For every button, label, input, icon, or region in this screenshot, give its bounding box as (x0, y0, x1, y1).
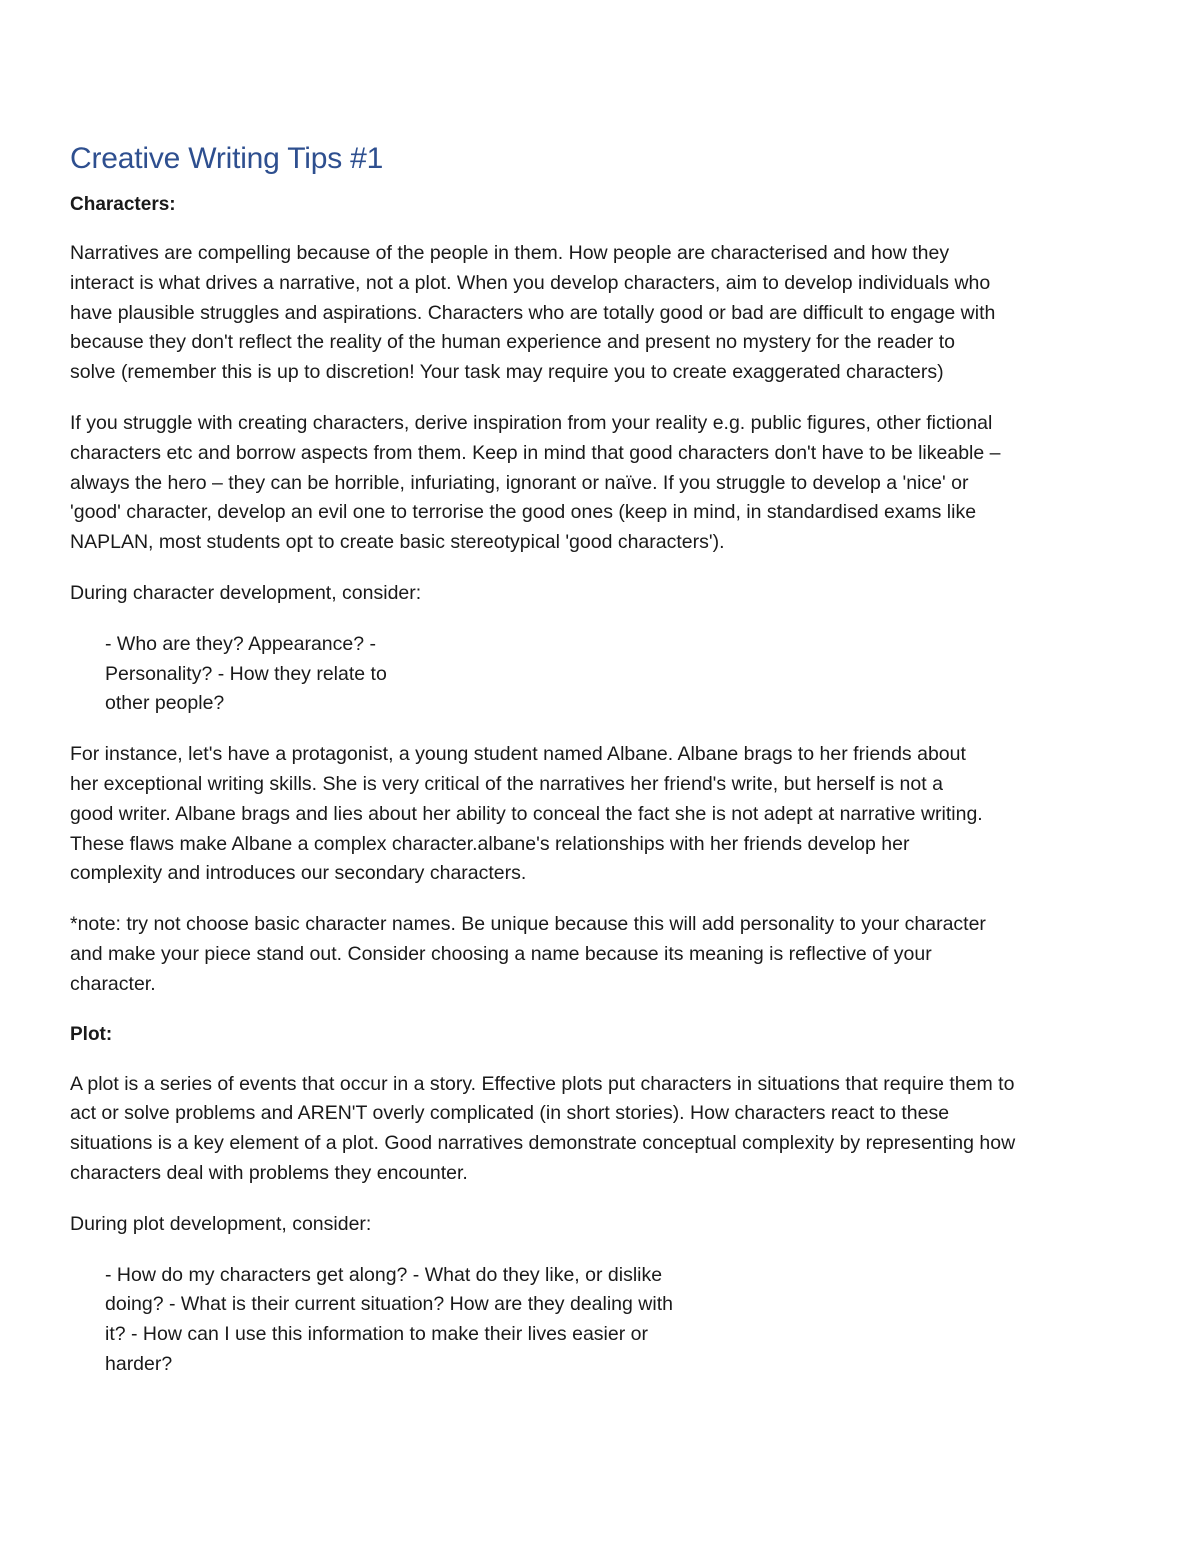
document-page (70, 138, 1130, 1380)
plot-consider-list: - How do my characters get along? - What do they like, or dislike doing? - What is their current situation? How are they dealing with it? - How can I use this information to make their lives easier or harder? (105, 1263, 673, 1375)
plot-consider-intro: During plot development, consider: (70, 1212, 372, 1235)
characters-paragraph-1: Narratives are compelling because of the people in them. How people are characterised and how they interact is what drives a narrative, not a plot. When you develop characters, aim to develop individuals who have plausible struggles and aspirations. Characters who are totally good or bad are difficult to engage with because they don't reflect the reality of the human experience and present no mystery for the reader to solve (remember this is up to discretion! Your task may require you to create exaggerated characters) (70, 242, 996, 384)
characters-consider-list: - Who are they? Appearance? - Personality? - How they relate to other people? (105, 632, 387, 715)
document-title: Creative Writing Tips #1 (70, 142, 384, 175)
characters-note: *note: try not choose basic character names. Be unique because this will add personality to your character and make your piece stand out. Consider choosing a name because its meaning is reflective of your character. (70, 913, 986, 995)
characters-heading: Characters: (70, 194, 176, 215)
plot-paragraph-1: A plot is a series of events that occur in a story. Effective plots put characters in situations that require them to act or solve problems and AREN'T overly complicated (in short stories). How characters react to these situations is a key element of a plot. Good narratives demonstrate conceptual complexity by representing how characters deal with problems they encounter. (70, 1072, 1016, 1184)
characters-paragraph-2: If you struggle with creating characters, derive inspiration from your reality e.g. public figures, other fictional characters etc and borrow aspects from them. Keep in mind that good characters don't have to be likeable – always the hero – they can be horrible, infuriating, ignorant or naïve. If you struggle to develop a 'nice' or 'good' character, develop an evil one to terrorise the good ones (keep in mind, in standardised exams like NAPLAN, most students opt to create basic stereotypical 'good characters'). (70, 411, 1001, 554)
characters-paragraph-3: For instance, let's have a protagonist, a young student named Albane. Albane brags to her friends about her exceptional writing skills. She is very critical of the narratives her friend's write, but herself is not a good writer. Albane brags and lies about her ability to conceal the fact she is not adept at narrative writing. These flaws make Albane a complex character.albane's relationships with her friends develop her complexity and introduces our secondary characters. (70, 743, 983, 885)
plot-heading: Plot: (70, 1023, 113, 1045)
characters-consider-intro: During character development, consider: (70, 581, 422, 604)
